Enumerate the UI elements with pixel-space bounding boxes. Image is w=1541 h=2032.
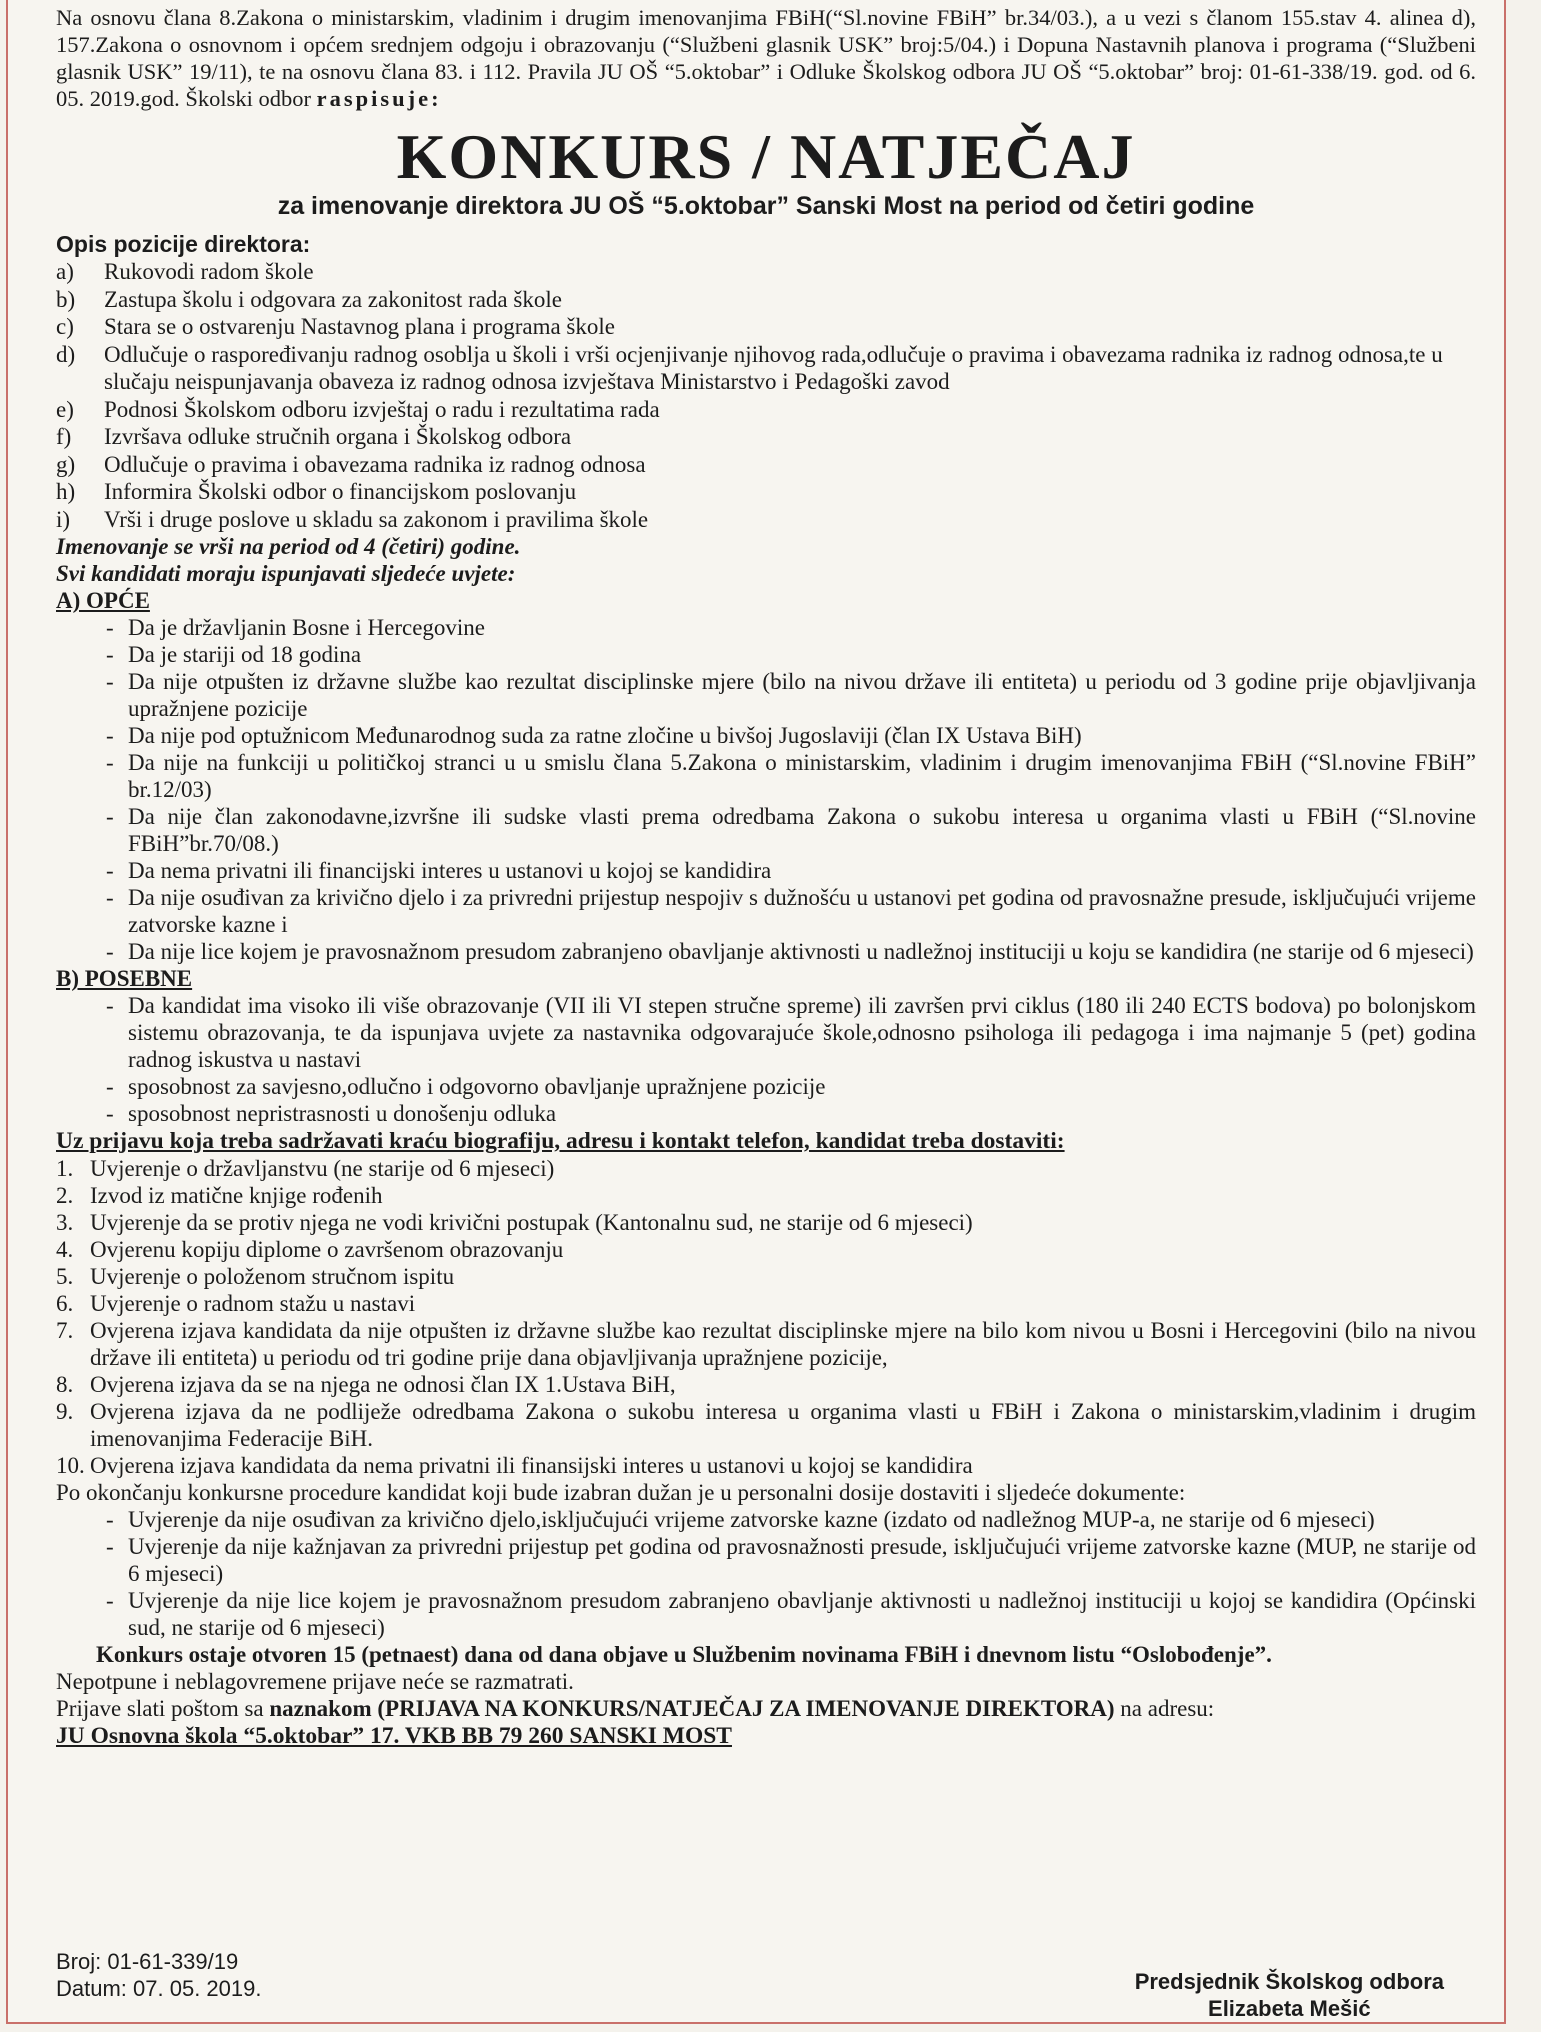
list-item: - Da nije osuđivan za krivično djelo i za privredni prijestup nespojiv s dužnošću u ustanovi pet godina od pravosnažne presude, isključujući vrijeme zatvorske kazne i (106, 885, 1476, 937)
intro-paragraph (56, 4, 1476, 112)
list-item: - Da nije lice kojem je pravosnažnom presudom zabranjeno obavljanje aktivnosti u nadležnoj instituciji u koju se kandidira (ne starije od 6 mjeseci) (106, 939, 1474, 964)
list-item: 6. Uvjerenje o radnom stažu u nastavi (56, 1291, 416, 1316)
list-item: d) Odlučuje o raspoređivanju radnog osoblja u školi i vrši ocjenjivanje njihovog rada,odlučuje o pravima i obavezama radnika iz radnog odnosa,te u slučaju neispunjavanja obaveza iz radnog odnosa izvještava Ministarstvo i Pedagoški zavod (56, 341, 1443, 394)
after-note: Po okončanju konkursne procedure kandidat koji bude izabran dužan je u personalni dosije dostaviti i sljedeće dokumente: (56, 1480, 1186, 1505)
announces-word: raspisuje: (316, 86, 442, 111)
list-item: 5. Uvjerenje o položenom stručnom ispitu (56, 1264, 455, 1289)
list-item: - Da nije na funkciji u političkoj stranci u u smislu člana 5.Zakona o ministarskim, vladinim i drugim imenovanjima FBiH (“Sl.novine FBiH” br.12/03) (106, 750, 1476, 802)
list-item: 8. Ovjerena izjava da se na njega ne odnosi član IX 1.Ustava BiH, (56, 1372, 676, 1397)
list-item: e) Podnosi Školskom odboru izvještaj o radu i rezultatima rada (56, 396, 660, 422)
page-subtitle: za imenovanje direktora JU OŠ “5.oktobar” Sanski Most na period od četiri godine (277, 192, 1255, 220)
list-item: - Da kandidat ima visoko ili više obrazovanje (VII ili VI stepen stručne spreme) ili završen prvi ciklus (180 ili 240 ECTS bodova) po bolonjskom sistemu obrazovanja, te da ispunjava uvjete za nastavnika odgovarajuće škole,odnosno psihologa ili pedagoga i ima najmanje 5 (pet) godina radnog iskustva u nastavi (106, 993, 1476, 1072)
special-heading: B) POSEBNE (56, 966, 193, 991)
list-item: h) Informira Školski odbor o financijskom poslovanju (56, 479, 577, 504)
general-list (56, 614, 1476, 965)
general-heading: A) OPĆE (56, 588, 150, 613)
mailing-address: JU Osnovna škola “5.oktobar” 17. VKB BB 79 260 SANSKI MOST (56, 1723, 732, 1749)
list-item: 3. Uvjerenje da se protiv njega ne vodi krivični postupak (Kantonalnu sud, ne starije od 6 mjeseci) (56, 1210, 973, 1235)
list-item: 7. Ovjerena izjava kandidata da nije otpušten iz državne službe kao rezultat disciplinske mjere na bilo kom nivou u Bosni i Hercegovini (bilo na nivou države ili entiteta) u periodu od tri godine prije dana objavljivanja upražnjene pozicije, (56, 1318, 1476, 1370)
duties-list (56, 258, 1476, 533)
list-item: 10. Ovjerena izjava kandidata da nema privatni ili finansijski interes u ustanovi u kojoj se kandidira (56, 1453, 973, 1478)
list-item: f) Izvršava odluke stručnih organa i Školskog odbora (56, 424, 572, 449)
duties-heading: Opis pozicije direktora: (56, 231, 311, 257)
list-item: 1. Uvjerenje o državljanstvu (ne starije od 6 mjeseci) (56, 1156, 555, 1181)
list-item: - Da nije otpušten iz državne službe kao rezultat disciplinske mjere (bilo na nivou države ili entiteta) u periodu od 3 godine prije objavljivanja upražnjene pozicije (106, 669, 1476, 721)
open-note: Konkurs ostaje otvoren 15 (petnaest) dana od dana objave u Službenim novinama FBiH i dnevnom listu “Oslobođenje”. (96, 1642, 1272, 1667)
document-reference (56, 1948, 261, 2002)
page-title: KONKURS / NATJEČAJ (396, 121, 1136, 192)
list-item: - Da je državljanin Bosne i Hercegovine (106, 615, 486, 640)
list-item: a) Rukovodi radom škole (56, 259, 314, 284)
list-item: - Da nema privatni ili financijski interes u ustanovi u kojoj se kandidira (106, 858, 772, 883)
list-item: 2. Izvod iz matične knjige rođenih (56, 1183, 383, 1208)
list-item: 4. Ovjerenu kopiju diplome o završenom obrazovanju (56, 1237, 564, 1262)
send-instructions: Prijave slati poštom sa naznakom (PRIJAVA NA KONKURS/NATJEČAJ ZA IMENOVANJE DIREKTORA) na adresu: (56, 1696, 1215, 1721)
list-item: - Uvjerenje da nije osuđivan za krivično djelo,isključujući vrijeme zatvorske kazne (izdato od nadležnog MUP-a, ne starije od 6 mjeseci) (106, 1507, 1375, 1532)
list-item: 9. Ovjerena izjava da ne podliježe odredbama Zakona o sukobu interesa u organima vlasti u FBiH i Zakona o ministarskim,vladinim i drugim imenovanjima Federacije BiH. (56, 1399, 1476, 1451)
list-item: - Da nije član zakonodavne,izvršne ili sudske vlasti prema odredbama Zakona o sukobu interesa u organima vlasti u FBiH (“Sl.novine FBiH”br.70/08.) (106, 804, 1476, 856)
list-item: c) Stara se o ostvarenju Nastavnog plana i programa škole (56, 314, 615, 339)
document-date: Datum: 07. 05. 2019. (56, 1976, 262, 2001)
list-item: - sposobnost nepristrasnosti u donošenju odluka (106, 1101, 557, 1126)
document-number: Broj: 01-61-339/19 (56, 1949, 239, 1974)
list-item: - Da je stariji od 18 godina (106, 642, 362, 667)
signature-block (1135, 1968, 1444, 2022)
signer-title: Predsjednik Školskog odbora (1134, 1969, 1444, 1994)
incomplete-note: Nepotpune i neblagovremene prijave neće se razmatrati. (56, 1669, 574, 1694)
intro-text: Na osnovu člana 8.Zakona o ministarskim, vladinim i drugim imenovanjima FBiH(“Sl.novine FBiH” br.34/03.), a u vezi s članom 155.stav 4. alinea d), 157.Zakona o osnovnom i općem srednjem odgoju i obrazovanju (“Službeni glasnik USK” broj:5/04.) i Dopuna Nastavnih planova i programa (“Službeni glasnik USK” 19/11), te na osnovu člana 83. i 112. Pravila JU OŠ “5.oktobar” i Odluke Školskog odbora JU OŠ “5.oktobar” broj: 01-61-338/19. god. od 6. 05. 2019.god. Školski odbor (56, 5, 1476, 111)
signer-name: Elizabeta Mešić (1208, 1996, 1371, 2021)
after-list (56, 1506, 1476, 1641)
documents-heading: Uz prijavu koja treba sadržavati kraću biografiju, adresu i kontakt telefon, kandidat treba dostaviti: (56, 1128, 1065, 1154)
list-item: g) Odlučuje o pravima i obavezama radnika iz radnog odnosa (56, 451, 646, 477)
list-item: - Da nije pod optužnicom Međunarodnog suda za ratne zločine u bivšoj Jugoslaviji (član IX Ustava BiH) (106, 723, 1082, 748)
announcement-page (6, 0, 1506, 2024)
list-item: - Uvjerenje da nije lice kojem je pravosnažnom presudom zabranjeno obavljanje aktivnosti u nadležnoj instituciji u kojoj se kandidira (Općinski sud, ne starije od 6 mjeseci) (106, 1588, 1476, 1640)
list-item: i) Vrši i druge poslove u skladu sa zakonom i pravilima škole (56, 506, 649, 532)
list-item: - Uvjerenje da nije kažnjavan za privredni prijestup pet godina od pravosnažnosti presude, isključujući vrijeme zatvorske kazne (MUP, ne starije od 6 mjeseci) (106, 1534, 1476, 1586)
conditions-note: Svi kandidati moraju ispunjavati sljedeće uvjete: (56, 561, 516, 586)
term-note: Imenovanje se vrši na period od 4 (četiri) godine. (56, 534, 521, 559)
list-item: - sposobnost za savjesno,odlučno i odgovorno obavljanje upražnjene pozicije (106, 1074, 826, 1099)
documents-list (56, 1155, 1476, 1479)
list-item: b) Zastupa školu i odgovara za zakonitost rada škole (56, 286, 562, 312)
special-list (56, 992, 1476, 1127)
